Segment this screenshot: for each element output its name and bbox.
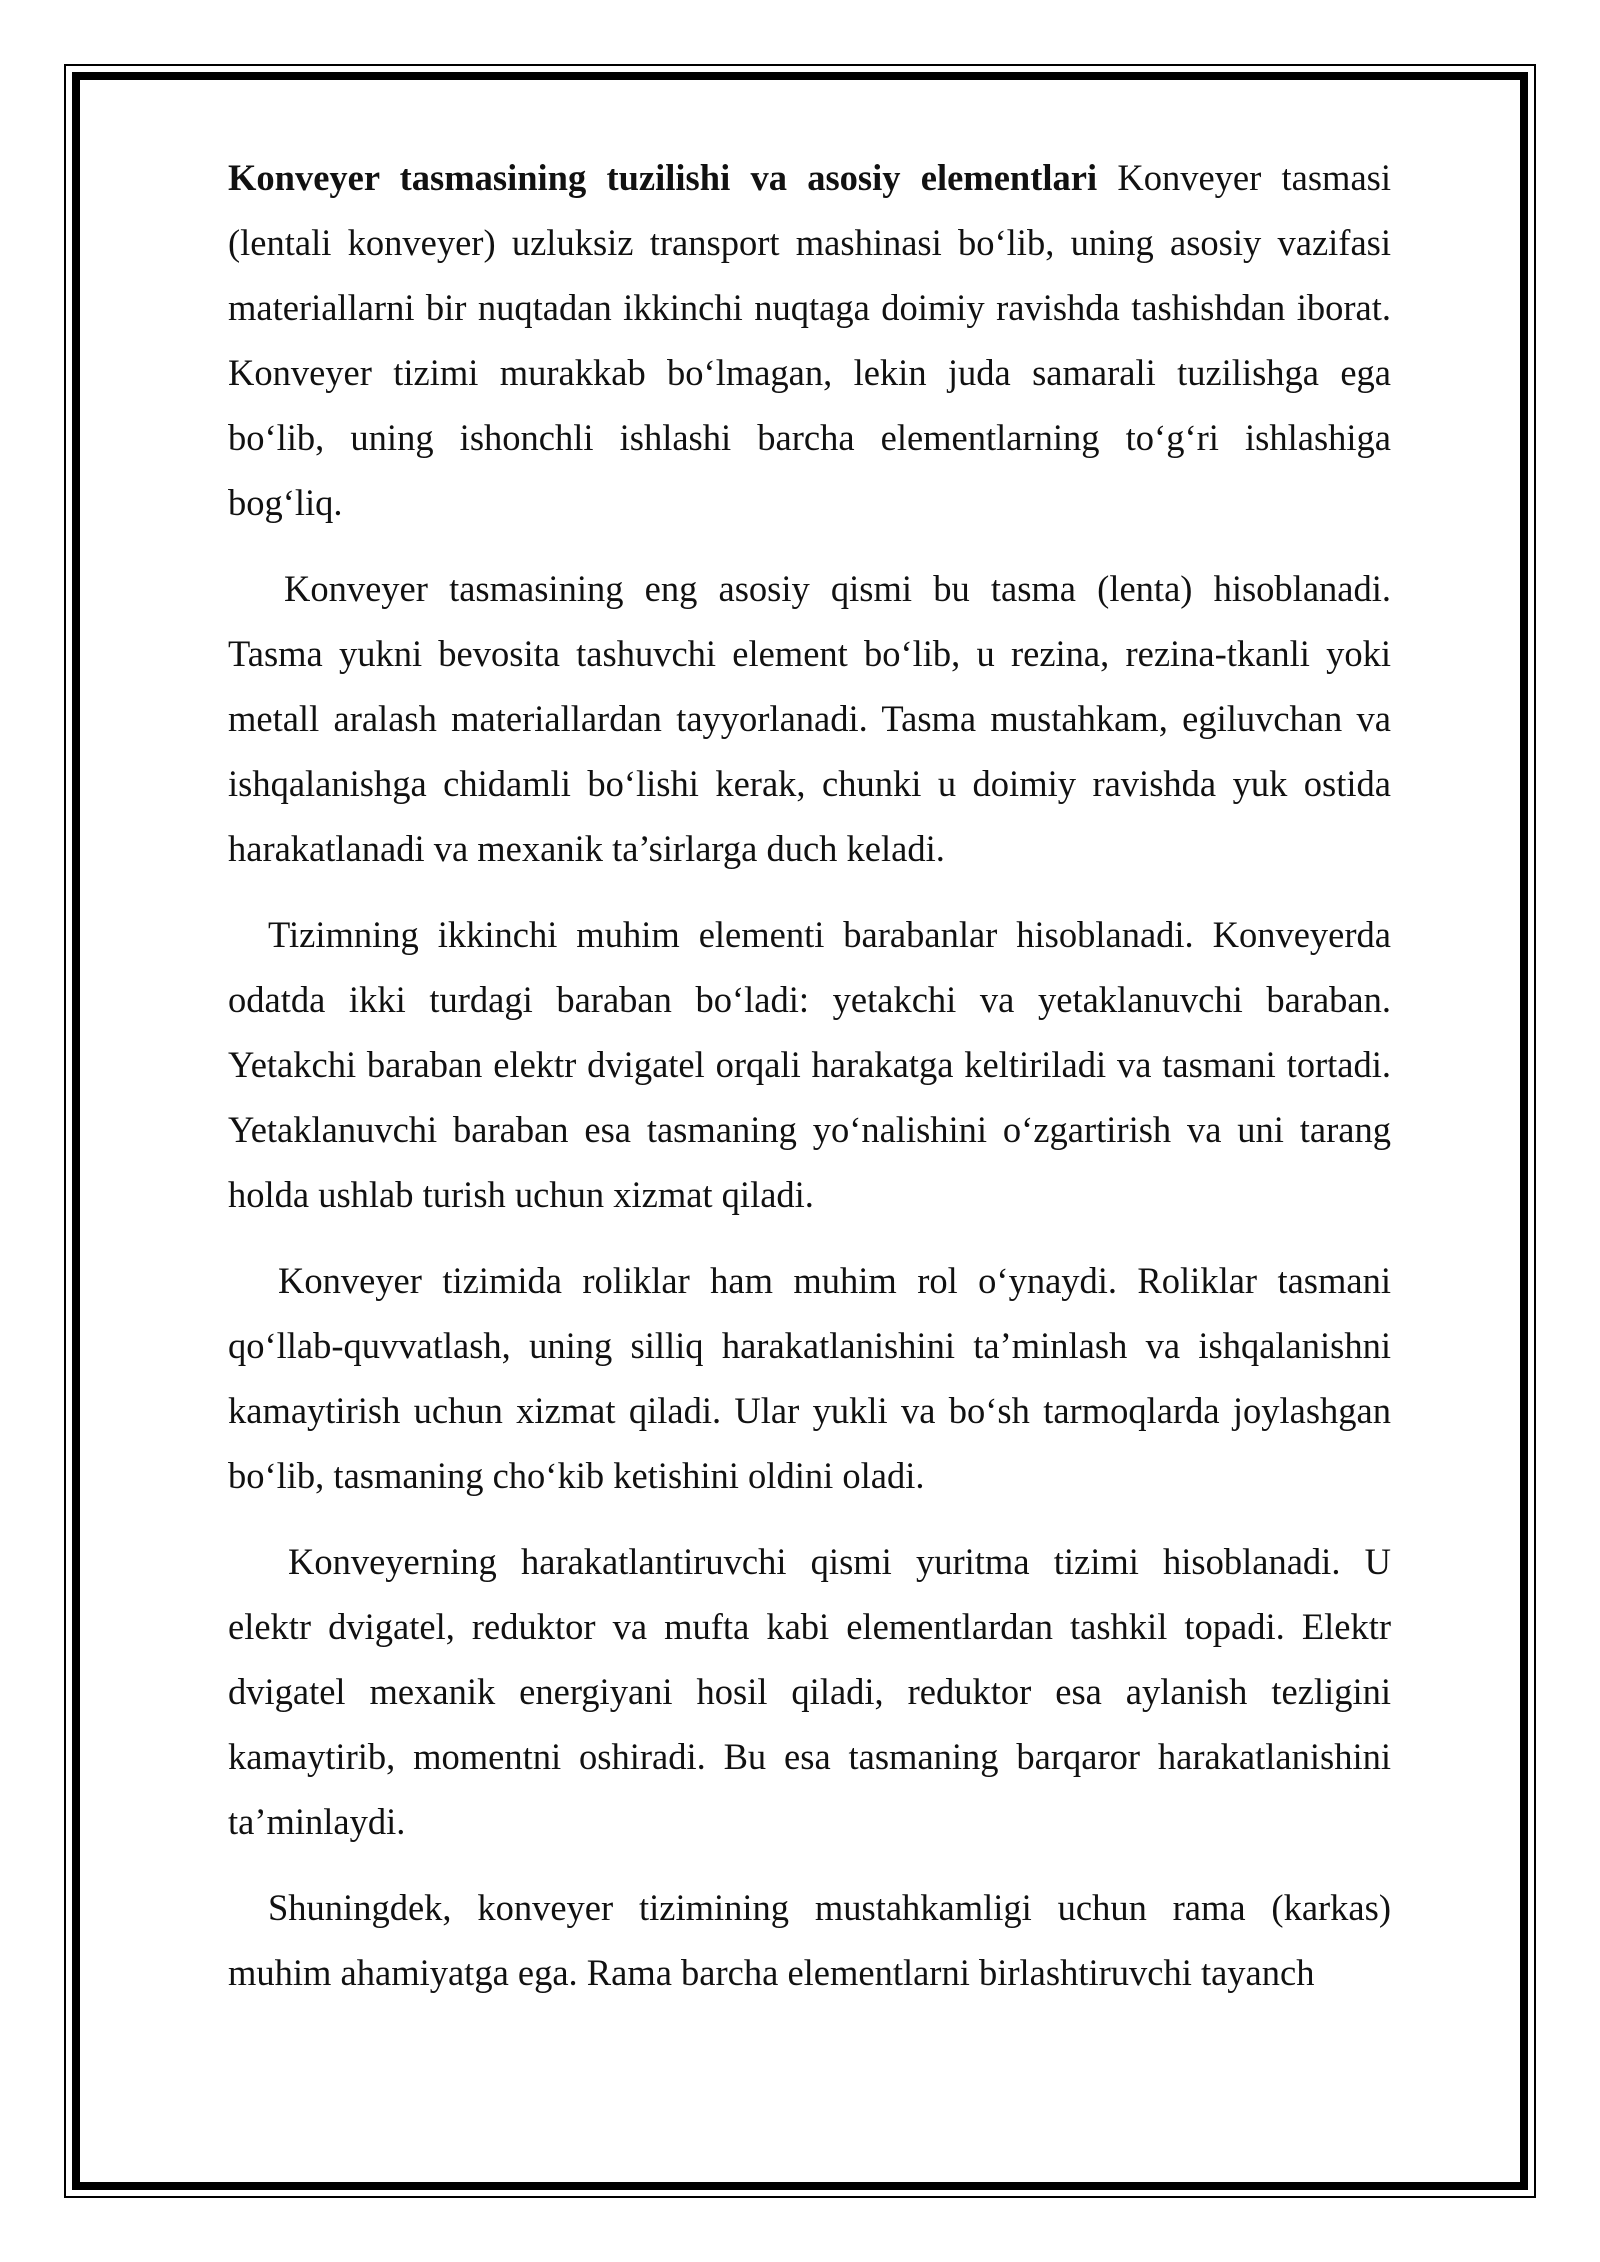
document-body: [228, 145, 1391, 2026]
paragraph-3: Tizimning ikkinchi muhim elementi barabanlar hisoblanadi. Konveyerda odatda ikki turdagi baraban bo‘ladi: yetakchi va yetaklanuvchi baraban. Yetakchi baraban elektr dvigatel orqali harakatga keltiriladi va tasmani tortadi. Yetaklanuvchi baraban esa tasmaning yo‘nalishini o‘zgartirish va uni tarang holda ushlab turish uchun xizmat qiladi.: [228, 914, 1391, 1215]
paragraph-2: Konveyer tasmasining eng asosiy qismi bu tasma (lenta) hisoblanadi. Tasma yukni bevosita tashuvchi element bo‘lib, u rezina, rezina-tkanli yoki metall aralash materiallardan tayyorlanadi. Tasma mustahkam, egiluvchan va ishqalanishga chidamli bo‘lishi kerak, chunki u doimiy ravishda yuk ostida harakatlanadi va mexanik ta’sirlarga duch keladi.: [228, 568, 1391, 869]
paragraph-6: Shuningdek, konveyer tizimining mustahkamligi uchun rama (karkas) muhim ahamiyatga ega. Rama barcha elementlarni birlashtiruvchi tayanch: [228, 1887, 1391, 1993]
document-heading: Konveyer tasmasining tuzilishi va asosiy elementlari: [228, 157, 1098, 198]
paragraph-1-text: Konveyer tasmasi (lentali konveyer) uzluksiz transport mashinasi bo‘lib, uning asosiy vazifasi materiallarni bir nuqtadan ikkinchi nuqtaga doimiy ravishda tashishdan iborat. Konveyer tizimi murakkab bo‘lmagan, lekin juda samarali tuzilishga ega bo‘lib, uning ishonchli ishlashi barcha elementlarning to‘g‘ri ishlashiga bog‘liq.: [228, 157, 1391, 523]
paragraph-5: Konveyerning harakatlantiruvchi qismi yuritma tizimi hisoblanadi. U elektr dvigatel, reduktor va mufta kabi elementlardan tashkil topadi. Elektr dvigatel mexanik energiyani hosil qiladi, reduktor esa aylanish tezligini kamaytirib, momentni oshiradi. Bu esa tasmaning barqaror harakatlanishini ta’minlaydi.: [228, 1541, 1391, 1842]
paragraph-4: Konveyer tizimida roliklar ham muhim rol o‘ynaydi. Roliklar tasmani qo‘llab-quvvatlash, uning silliq harakatlanishini ta’minlash va ishqalanishni kamaytirish uchun xizmat qiladi. Ular yukli va bo‘sh tarmoqlarda joylashgan bo‘lib, tasmaning cho‘kib ketishini oldini oladi.: [228, 1260, 1391, 1496]
paragraph-1: [228, 145, 1391, 535]
